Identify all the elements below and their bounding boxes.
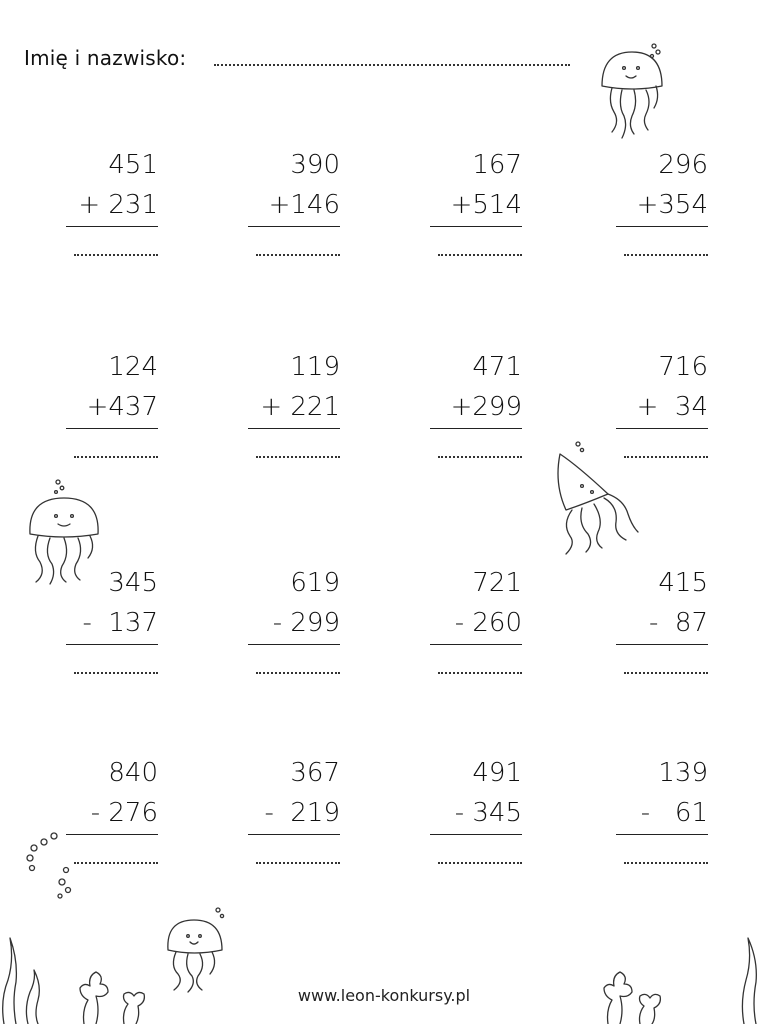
second-number: +514 [450,190,522,220]
footer-url: www.leon-konkursy.pl [297,986,471,1005]
first-number: 124 [108,352,158,382]
jellyfish-bottom-icon [162,906,232,996]
first-number: 451 [108,150,158,180]
answer-field[interactable] [624,862,708,864]
math-problem [28,352,158,472]
sum-line [248,834,340,835]
sum-line [248,226,340,227]
sum-line [66,644,158,645]
answer-field[interactable] [74,672,158,674]
sum-line [616,644,708,645]
first-number: 390 [290,150,340,180]
math-problem [578,352,708,472]
answer-field[interactable] [438,862,522,864]
math-problem [392,352,522,472]
math-problem [28,758,158,878]
math-problem [392,150,522,270]
second-number: +146 [268,190,340,220]
math-problem [210,150,340,270]
sum-line [616,428,708,429]
first-number: 296 [658,150,708,180]
answer-field[interactable] [624,456,708,458]
second-number: - 345 [454,798,522,828]
seaweed-left-icon [0,930,160,1024]
second-number: + 221 [260,392,340,422]
second-number: + 231 [78,190,158,220]
answer-field[interactable] [438,672,522,674]
sum-line [616,226,708,227]
sum-line [66,226,158,227]
answer-field[interactable] [624,672,708,674]
first-number: 345 [108,568,158,598]
answer-field[interactable] [74,456,158,458]
sum-line [248,644,340,645]
first-number: 139 [658,758,708,788]
math-problem [210,568,340,688]
math-problem [28,568,158,688]
answer-field[interactable] [256,862,340,864]
second-number: - 276 [90,798,158,828]
first-number: 119 [290,352,340,382]
math-problem [578,568,708,688]
math-problem [210,352,340,472]
first-number: 716 [658,352,708,382]
sum-line [248,428,340,429]
first-number: 471 [472,352,522,382]
answer-field[interactable] [256,456,340,458]
answer-field[interactable] [74,862,158,864]
second-number: + 34 [636,392,708,422]
sum-line [430,834,522,835]
first-number: 367 [290,758,340,788]
sum-line [66,428,158,429]
jellyfish-top-right-icon [598,42,668,142]
answer-field[interactable] [438,456,522,458]
answer-field[interactable] [256,672,340,674]
second-number: +299 [450,392,522,422]
answer-field[interactable] [624,254,708,256]
name-field[interactable] [214,64,570,66]
sum-line [430,226,522,227]
math-problem [578,758,708,878]
second-number: - 87 [649,608,708,638]
first-number: 840 [108,758,158,788]
second-number: +354 [636,190,708,220]
seaweed-right-icon [596,930,768,1024]
second-number: - 260 [454,608,522,638]
first-number: 415 [658,568,708,598]
sum-line [66,834,158,835]
sum-line [430,644,522,645]
sum-line [430,428,522,429]
second-number: +437 [86,392,158,422]
second-number: - 299 [272,608,340,638]
math-problem [28,150,158,270]
name-label: Imię i nazwisko: [24,46,187,70]
first-number: 491 [472,758,522,788]
sum-line [616,834,708,835]
first-number: 619 [290,568,340,598]
first-number: 167 [472,150,522,180]
first-number: 721 [472,568,522,598]
math-problem [210,758,340,878]
math-problem [392,568,522,688]
second-number: - 137 [82,608,158,638]
answer-field[interactable] [256,254,340,256]
math-problem [392,758,522,878]
answer-field[interactable] [438,254,522,256]
answer-field[interactable] [74,254,158,256]
math-problem [578,150,708,270]
second-number: - 219 [264,798,340,828]
second-number: - 61 [640,798,708,828]
